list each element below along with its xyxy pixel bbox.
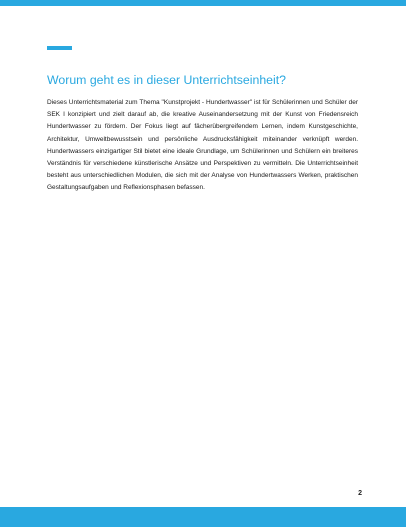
page-number: 2 xyxy=(358,490,362,497)
section-heading: Worum geht es in dieser Unterrichtseinheit? xyxy=(47,73,286,87)
section-body-paragraph: Dieses Unterrichtsmaterial zum Thema "Kunstprojekt - Hundertwasser" ist für Schülerinnen und Schüler der SEK I konzipiert und zielt darauf ab, die kreative Auseinandersetzung mit der Kunst von Friedensreich Hundertwasser zu fördern. Der Fokus liegt auf fächerübergreifendem Lernen, indem Kunstgeschichte, Architektur, Umweltbewusstsein und persönliche Ausdrucksfähigkeit miteinander verknüpft werden. Hundertwassers einzigartiger Stil bietet eine ideale Grundlage, um Schülerinnen und Schülern ein breiteres Verständnis für verschiedene künstlerische Ansätze und Perspektiven zu vermitteln. Die Unterrichtseinheit besteht aus unterschiedlichen Modulen, die sich mit der Analyse von Hundertwassers Werken, praktischen Gestaltungsaufgaben und Reflexionsphasen befassen. xyxy=(47,99,358,192)
heading-accent-rule xyxy=(47,46,72,50)
top-accent-bar xyxy=(0,0,406,6)
bottom-accent-bar xyxy=(0,507,406,527)
